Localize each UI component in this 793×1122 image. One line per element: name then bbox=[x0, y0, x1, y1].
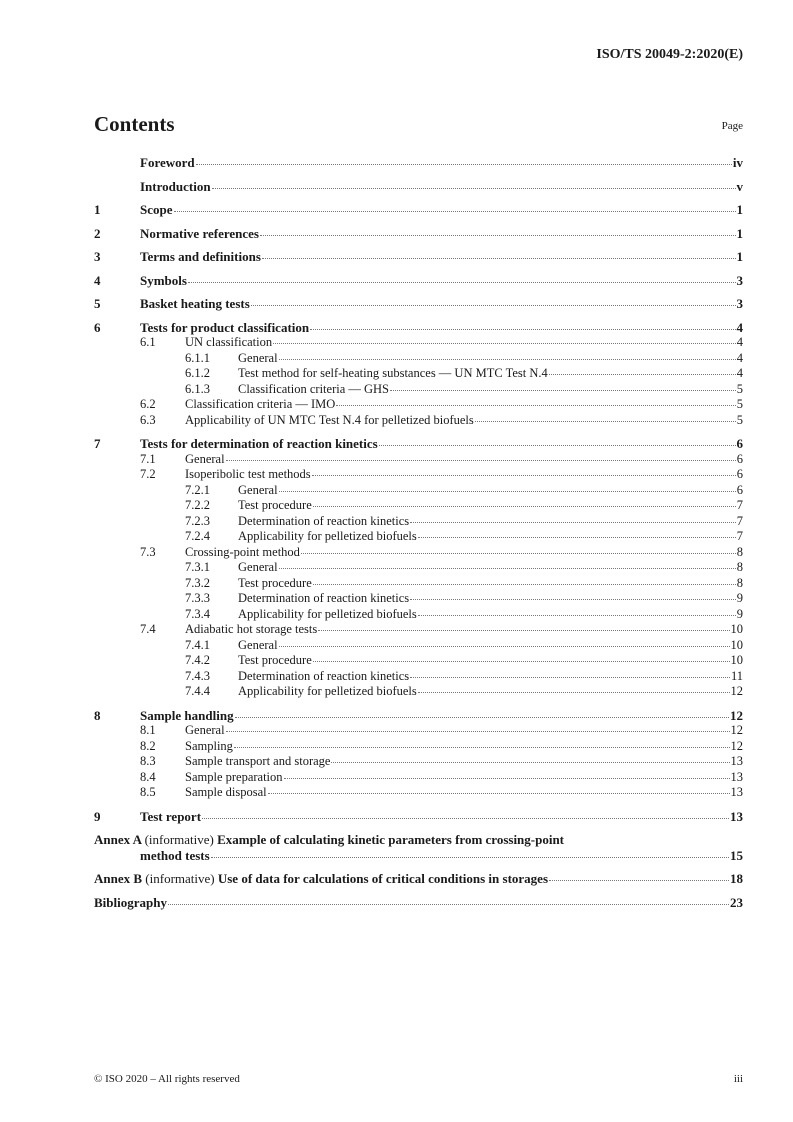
toc-entry[interactable] bbox=[94, 684, 743, 700]
toc-page-number: 9 bbox=[736, 591, 743, 605]
toc-number: 7 bbox=[94, 436, 101, 451]
toc-page-number: 18 bbox=[730, 871, 743, 886]
toc-entry[interactable] bbox=[94, 335, 743, 351]
toc-entry[interactable] bbox=[94, 351, 743, 367]
dot-leader bbox=[318, 630, 729, 631]
toc-title: Sample transport and storage bbox=[185, 754, 331, 768]
toc-title: Sample handling bbox=[140, 707, 234, 723]
annex-type: (informative) bbox=[145, 871, 215, 886]
toc-entry[interactable] bbox=[94, 785, 743, 801]
toc-entry[interactable] bbox=[94, 320, 743, 336]
toc-title: Classification criteria — IMO bbox=[185, 397, 336, 411]
page-column-label: Page bbox=[721, 120, 743, 132]
toc-title: Determination of reaction kinetics bbox=[238, 591, 410, 605]
toc-title: Test procedure bbox=[238, 498, 312, 512]
toc-number: 7.2 bbox=[140, 467, 156, 481]
toc-page-number: 12 bbox=[730, 723, 743, 737]
toc-number: 7.3.4 bbox=[185, 606, 210, 621]
toc-entry[interactable] bbox=[94, 483, 743, 499]
toc-page-number: 7 bbox=[736, 513, 743, 528]
dot-leader bbox=[235, 717, 729, 718]
toc-number: 8.3 bbox=[140, 754, 156, 768]
toc-number: 6.1.3 bbox=[185, 381, 210, 396]
toc-entry[interactable] bbox=[94, 607, 743, 623]
toc-number: 7.3.2 bbox=[185, 575, 210, 590]
toc-entry-bibliography[interactable] bbox=[94, 895, 743, 911]
dot-leader bbox=[226, 731, 730, 732]
toc-number: 5 bbox=[94, 296, 101, 311]
toc-title: Tests for product classification bbox=[140, 319, 310, 335]
dot-leader bbox=[301, 553, 736, 554]
document-header: ISO/TS 20049-2:2020(E) bbox=[596, 47, 743, 62]
toc-entry[interactable] bbox=[94, 770, 743, 786]
toc-page-number: 4 bbox=[736, 350, 743, 365]
dot-leader bbox=[168, 904, 729, 905]
toc-number: 4 bbox=[94, 272, 101, 288]
toc-title: Classification criteria — GHS bbox=[238, 381, 390, 396]
toc-number: 7.4.2 bbox=[185, 653, 210, 667]
table-of-contents bbox=[94, 155, 743, 910]
dot-leader bbox=[279, 568, 736, 569]
toc-title: Applicability for pelletized biofuels bbox=[238, 529, 417, 543]
toc-title: Introduction bbox=[140, 178, 211, 194]
toc-title: Basket heating tests bbox=[140, 296, 250, 311]
toc-page-number: 15 bbox=[730, 847, 743, 863]
dot-leader bbox=[211, 857, 729, 858]
toc-entry-annex-b[interactable] bbox=[94, 871, 743, 887]
toc-entry[interactable] bbox=[94, 249, 743, 265]
toc-entry[interactable] bbox=[94, 452, 743, 468]
toc-entry[interactable] bbox=[94, 723, 743, 739]
toc-entry[interactable] bbox=[94, 382, 743, 398]
toc-number: 8.4 bbox=[140, 769, 156, 784]
toc-title: Applicability for pelletized biofuels bbox=[238, 606, 417, 621]
toc-page-number: 6 bbox=[736, 482, 743, 497]
toc-number: 7.4.3 bbox=[185, 668, 210, 683]
dot-leader bbox=[234, 747, 730, 748]
toc-entry[interactable] bbox=[94, 754, 743, 770]
toc-number: 7.3.3 bbox=[185, 591, 210, 605]
annex-title: Example of calculating kinetic parameters from crossing-point bbox=[217, 832, 565, 847]
toc-entry[interactable] bbox=[94, 296, 743, 312]
toc-page-number: 12 bbox=[730, 684, 743, 698]
toc-page-number: 7 bbox=[736, 498, 743, 512]
toc-number: 8.2 bbox=[140, 738, 156, 753]
toc-entry[interactable] bbox=[94, 202, 743, 218]
toc-number: 7.2.1 bbox=[185, 482, 210, 497]
toc-title: Determination of reaction kinetics bbox=[238, 513, 410, 528]
toc-number: 8.5 bbox=[140, 785, 156, 799]
toc-entry[interactable] bbox=[94, 273, 743, 289]
dot-leader bbox=[212, 188, 736, 189]
toc-page-number: 10 bbox=[730, 622, 743, 636]
toc-entry[interactable] bbox=[94, 514, 743, 530]
toc-entry[interactable] bbox=[94, 669, 743, 685]
toc-entries bbox=[94, 155, 743, 824]
toc-page-number: 5 bbox=[736, 412, 743, 427]
toc-page-number: 8 bbox=[736, 544, 743, 559]
toc-entry[interactable] bbox=[94, 591, 743, 607]
toc-entry[interactable] bbox=[94, 809, 743, 825]
dot-leader bbox=[313, 506, 736, 507]
toc-entry[interactable] bbox=[94, 576, 743, 592]
toc-title: Symbols bbox=[140, 272, 187, 288]
toc-page-number: 11 bbox=[730, 668, 743, 683]
toc-number: 6 bbox=[94, 319, 101, 335]
dot-leader bbox=[418, 615, 736, 616]
dot-leader bbox=[313, 584, 736, 585]
dot-leader bbox=[262, 258, 736, 259]
toc-page-number: 5 bbox=[736, 381, 743, 396]
dot-leader bbox=[188, 282, 736, 283]
toc-number: 9 bbox=[94, 808, 101, 824]
toc-number: 7.4.4 bbox=[185, 684, 210, 698]
toc-entry[interactable] bbox=[94, 622, 743, 638]
footer-page-number: iii bbox=[733, 1073, 743, 1085]
toc-title: Foreword bbox=[140, 155, 195, 170]
toc-number: 7.2.4 bbox=[185, 529, 210, 543]
annex-type: (informative) bbox=[144, 832, 214, 847]
dot-leader bbox=[390, 390, 736, 391]
toc-number: 7.2.2 bbox=[185, 498, 210, 512]
toc-page-number: 4 bbox=[736, 366, 743, 380]
toc-number: 6.1 bbox=[140, 335, 156, 349]
toc-page-number: 8 bbox=[736, 575, 743, 590]
toc-page-number: 13 bbox=[730, 769, 743, 784]
dot-leader bbox=[279, 646, 730, 647]
dot-leader bbox=[251, 305, 736, 306]
toc-title: Test procedure bbox=[238, 575, 312, 590]
toc-title: Scope bbox=[140, 202, 173, 217]
dot-leader bbox=[202, 818, 729, 819]
toc-page-number: 6 bbox=[736, 467, 743, 481]
toc-title: General bbox=[238, 350, 278, 365]
toc-page-number: 4 bbox=[736, 335, 743, 349]
toc-title: Test method for self-heating substances — UN MTC Test N.4 bbox=[238, 366, 548, 380]
dot-leader bbox=[379, 445, 736, 446]
toc-page-number: 10 bbox=[730, 653, 743, 667]
toc-page-number: v bbox=[736, 178, 743, 194]
toc-title: General bbox=[238, 637, 278, 652]
toc-page-number: 6 bbox=[736, 451, 743, 466]
dot-leader bbox=[331, 762, 729, 763]
toc-entry[interactable] bbox=[94, 436, 743, 452]
toc-title: Crossing-point method bbox=[185, 544, 300, 559]
toc-title: Applicability of UN MTC Test N.4 for pelletized biofuels bbox=[185, 412, 474, 427]
toc-number: 7.4.1 bbox=[185, 637, 210, 652]
toc-entry[interactable] bbox=[94, 653, 743, 669]
toc-title: General bbox=[185, 451, 225, 466]
dot-leader bbox=[196, 164, 732, 165]
toc-title: Terms and definitions bbox=[140, 249, 261, 264]
toc-number: 7.4 bbox=[140, 622, 156, 636]
dot-leader bbox=[312, 475, 736, 476]
toc-page-number: 1 bbox=[736, 202, 743, 217]
toc-page-number: 12 bbox=[730, 738, 743, 753]
toc-page-number: 1 bbox=[736, 249, 743, 264]
toc-page-number: 4 bbox=[736, 319, 743, 335]
toc-number: 8.1 bbox=[140, 723, 156, 737]
toc-page-number: 13 bbox=[730, 808, 743, 824]
toc-title: Test procedure bbox=[238, 653, 312, 667]
toc-title: Tests for determination of reaction kinetics bbox=[140, 436, 378, 451]
annex-title-cont: method tests bbox=[140, 847, 210, 863]
toc-page-number: 7 bbox=[736, 529, 743, 543]
annex-label: Annex A bbox=[94, 832, 142, 847]
toc-entry[interactable] bbox=[94, 179, 743, 195]
dot-leader bbox=[410, 599, 736, 600]
dot-leader bbox=[226, 460, 736, 461]
dot-leader bbox=[284, 778, 730, 779]
toc-number: 6.2 bbox=[140, 397, 156, 411]
toc-entry[interactable] bbox=[94, 739, 743, 755]
dot-leader bbox=[410, 522, 736, 523]
toc-page-number: 12 bbox=[730, 707, 743, 723]
dot-leader bbox=[336, 405, 735, 406]
toc-title: Applicability for pelletized biofuels bbox=[238, 684, 417, 698]
dot-leader bbox=[310, 329, 735, 330]
toc-entry[interactable] bbox=[94, 560, 743, 576]
toc-page-number: 9 bbox=[736, 606, 743, 621]
toc-page-number: 1 bbox=[736, 225, 743, 241]
annex-label: Annex B bbox=[94, 871, 143, 886]
toc-number: 8 bbox=[94, 707, 101, 723]
toc-title: Normative references bbox=[140, 225, 259, 241]
dot-leader bbox=[279, 491, 736, 492]
toc-number: 6.1.1 bbox=[185, 350, 210, 365]
toc-number: 6.1.2 bbox=[185, 366, 210, 380]
toc-page-number: 13 bbox=[730, 754, 743, 768]
dot-leader bbox=[279, 359, 736, 360]
dot-leader bbox=[313, 661, 730, 662]
toc-title: Bibliography bbox=[94, 894, 167, 910]
toc-title: Determination of reaction kinetics bbox=[238, 668, 410, 683]
dot-leader bbox=[475, 421, 736, 422]
dot-leader bbox=[549, 374, 736, 375]
toc-page-number: 3 bbox=[736, 296, 743, 311]
toc-title: Adiabatic hot storage tests bbox=[185, 622, 318, 636]
toc-entry[interactable] bbox=[94, 366, 743, 382]
toc-number: 1 bbox=[94, 202, 101, 217]
toc-entry[interactable] bbox=[94, 498, 743, 514]
dot-leader bbox=[549, 880, 729, 881]
toc-title: General bbox=[238, 482, 278, 497]
dot-leader bbox=[418, 692, 730, 693]
dot-leader bbox=[260, 235, 736, 236]
toc-number: 7.2.3 bbox=[185, 513, 210, 528]
dot-leader bbox=[418, 537, 736, 538]
toc-title: General bbox=[238, 560, 278, 574]
toc-title: Sample preparation bbox=[185, 769, 283, 784]
toc-number: 7.1 bbox=[140, 451, 156, 466]
toc-page-number: 8 bbox=[736, 560, 743, 574]
toc-title: Sample disposal bbox=[185, 785, 267, 799]
footer-copyright: © ISO 2020 – All rights reserved bbox=[94, 1073, 240, 1085]
toc-number: 3 bbox=[94, 249, 101, 264]
toc-number: 6.3 bbox=[140, 412, 156, 427]
toc-page-number: 10 bbox=[730, 637, 743, 652]
toc-number: 2 bbox=[94, 225, 101, 241]
annex-title: Use of data for calculations of critical conditions in storages bbox=[217, 871, 549, 886]
toc-entry[interactable] bbox=[94, 529, 743, 545]
toc-page-number: 23 bbox=[730, 894, 743, 910]
toc-entry-annex-a[interactable] bbox=[94, 832, 743, 863]
toc-title: General bbox=[185, 723, 225, 737]
toc-page-number: 6 bbox=[736, 436, 743, 451]
toc-page-number: 13 bbox=[730, 785, 743, 799]
toc-title: UN classification bbox=[185, 335, 273, 349]
dot-leader bbox=[410, 677, 730, 678]
toc-entry[interactable] bbox=[94, 638, 743, 654]
toc-number: 7.3.1 bbox=[185, 560, 210, 574]
toc-entry[interactable] bbox=[94, 155, 743, 171]
toc-entry[interactable] bbox=[94, 467, 743, 483]
toc-entry[interactable] bbox=[94, 413, 743, 429]
toc-page-number: 3 bbox=[736, 272, 743, 288]
toc-page-number: iv bbox=[732, 155, 743, 170]
toc-entry[interactable] bbox=[94, 708, 743, 724]
page-title: Contents bbox=[94, 112, 175, 136]
toc-title: Isoperibolic test methods bbox=[185, 467, 311, 481]
dot-leader bbox=[273, 343, 736, 344]
toc-entry[interactable] bbox=[94, 545, 743, 561]
toc-title: Sampling bbox=[185, 738, 233, 753]
toc-entry[interactable] bbox=[94, 397, 743, 413]
dot-leader bbox=[174, 211, 736, 212]
toc-entry[interactable] bbox=[94, 226, 743, 242]
dot-leader bbox=[268, 793, 730, 794]
toc-title: Test report bbox=[140, 808, 202, 824]
toc-number: 7.3 bbox=[140, 544, 156, 559]
toc-page-number: 5 bbox=[736, 397, 743, 411]
